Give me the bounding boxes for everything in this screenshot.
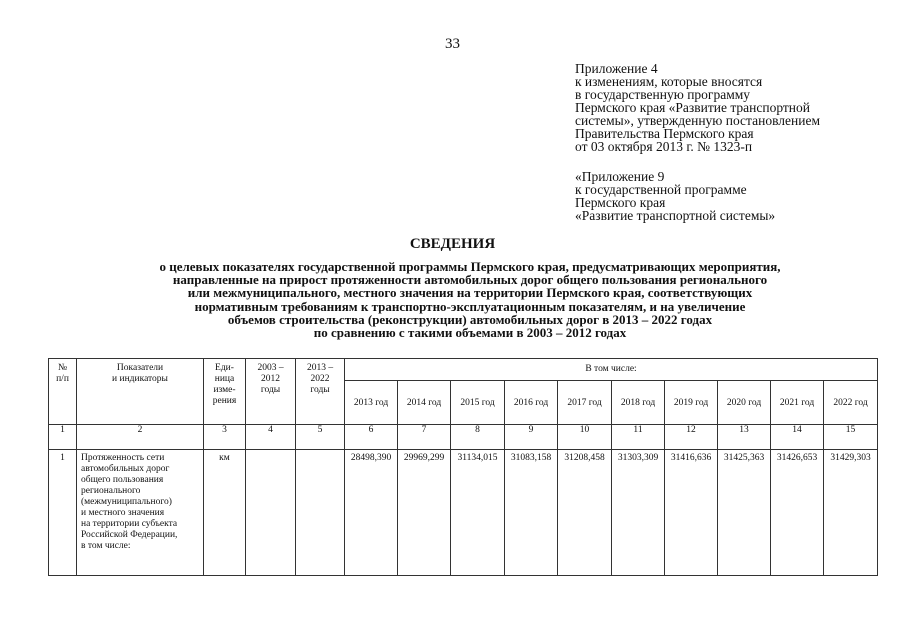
subheading-line: направленные на прирост протяженности автомобильных дорог общего пользования регионального: [172, 272, 768, 288]
column-number: 7: [398, 425, 451, 450]
row-value: 31208,458: [558, 450, 612, 576]
column-number: 8: [451, 425, 505, 450]
row-num: 1: [49, 450, 77, 576]
appendix-4-block: [575, 62, 820, 153]
header-year: 2018 год: [612, 381, 665, 425]
page-number: 33: [445, 36, 460, 52]
row-unit: км: [204, 450, 246, 576]
row-value: 28498,390: [345, 450, 398, 576]
header-year: 2021 год: [771, 381, 824, 425]
table-row: [49, 450, 878, 576]
column-number: 9: [505, 425, 558, 450]
column-number: 12: [665, 425, 718, 450]
appendix-9-block: [575, 170, 775, 222]
appendix-9-line: Пермского края: [575, 195, 666, 210]
header-row: [49, 359, 878, 381]
header-year: 2017 год: [558, 381, 612, 425]
row-value: 31425,363: [718, 450, 771, 576]
column-number: 13: [718, 425, 771, 450]
column-number: 10: [558, 425, 612, 450]
header-year: 2022 год: [824, 381, 878, 425]
column-number: 6: [345, 425, 398, 450]
appendix-4-line: от 03 октября 2013 г. № 1323-п: [575, 139, 753, 154]
appendix-4-line: Правительства Пермского края: [575, 126, 754, 141]
column-number: 14: [771, 425, 824, 450]
column-number: 1: [49, 425, 77, 450]
header-year: 2019 год: [665, 381, 718, 425]
column-number: 3: [204, 425, 246, 450]
document-subheading: [80, 260, 860, 339]
header-year: 2016 год: [505, 381, 558, 425]
appendix-9-line: «Приложение 9: [575, 169, 665, 184]
subheading-line: о целевых показателях государственной программы Пермского края, предусматривающих мероприятия,: [159, 259, 781, 274]
row-value: 31426,653: [771, 450, 824, 576]
header-unit: Еди- ница изме- рения: [204, 359, 246, 425]
appendix-4-line: в государственную программу: [575, 87, 751, 102]
column-number: 15: [824, 425, 878, 450]
header-num: № п/п: [49, 359, 77, 425]
subheading-line: объемов строительства (реконструкции) автомобильных дорог в 2013 – 2022 годах: [227, 311, 713, 327]
row-value: 31303,309: [612, 450, 665, 576]
header-indicator: Показатели и индикаторы: [77, 359, 204, 425]
header-year: 2014 год: [398, 381, 451, 425]
appendix-9-line: «Развитие транспортной системы»: [575, 208, 776, 223]
column-number: 2: [77, 425, 204, 450]
row-indicator: Протяженность сети автомобильных дорог общего пользования регионального (межмуниципального) и местного значения на территории субъекта Российской Федерации, в том числе:: [77, 450, 204, 576]
header-year: 2020 год: [718, 381, 771, 425]
header-period-2003-2012: 2003 – 2012 годы: [246, 359, 296, 425]
appendix-4-line: Пермского края «Развитие транспортной: [575, 100, 810, 115]
column-number: 11: [612, 425, 665, 450]
appendix-4-line: системы», утвержденную постановлением: [575, 113, 820, 128]
header-year: 2015 год: [451, 381, 505, 425]
appendix-9-line: к государственной программе: [575, 182, 747, 197]
row-value: 31429,303: [824, 450, 878, 576]
row-value: 31134,015: [451, 450, 505, 576]
subheading-line: или межмуниципального, местного значения на территории Пермского края, соответствующих: [187, 285, 753, 301]
header-period-2013-2022: 2013 – 2022 годы: [296, 359, 345, 425]
row-period-2013-2022: [296, 450, 345, 576]
column-number-row: [49, 425, 878, 450]
subheading-line: нормативным требованиям к транспортно-эксплуатационным показателям, и на увеличение: [194, 298, 746, 314]
header-year: 2013 год: [345, 381, 398, 425]
document-heading: СВЕДЕНИЯ: [409, 236, 496, 252]
subheading-line: по сравнению с такими объемами в 2003 – 2012 годах: [313, 325, 627, 341]
column-number: 4: [246, 425, 296, 450]
indicators-table: [48, 358, 878, 576]
row-period-2003-2012: [246, 450, 296, 576]
column-number: 5: [296, 425, 345, 450]
row-value: 29969,299: [398, 450, 451, 576]
appendix-4-line: к изменениям, которые вносятся: [575, 74, 763, 89]
row-value: 31083,158: [505, 450, 558, 576]
header-including: В том числе:: [345, 359, 878, 381]
appendix-4-line: Приложение 4: [575, 61, 658, 76]
row-value: 31416,636: [665, 450, 718, 576]
